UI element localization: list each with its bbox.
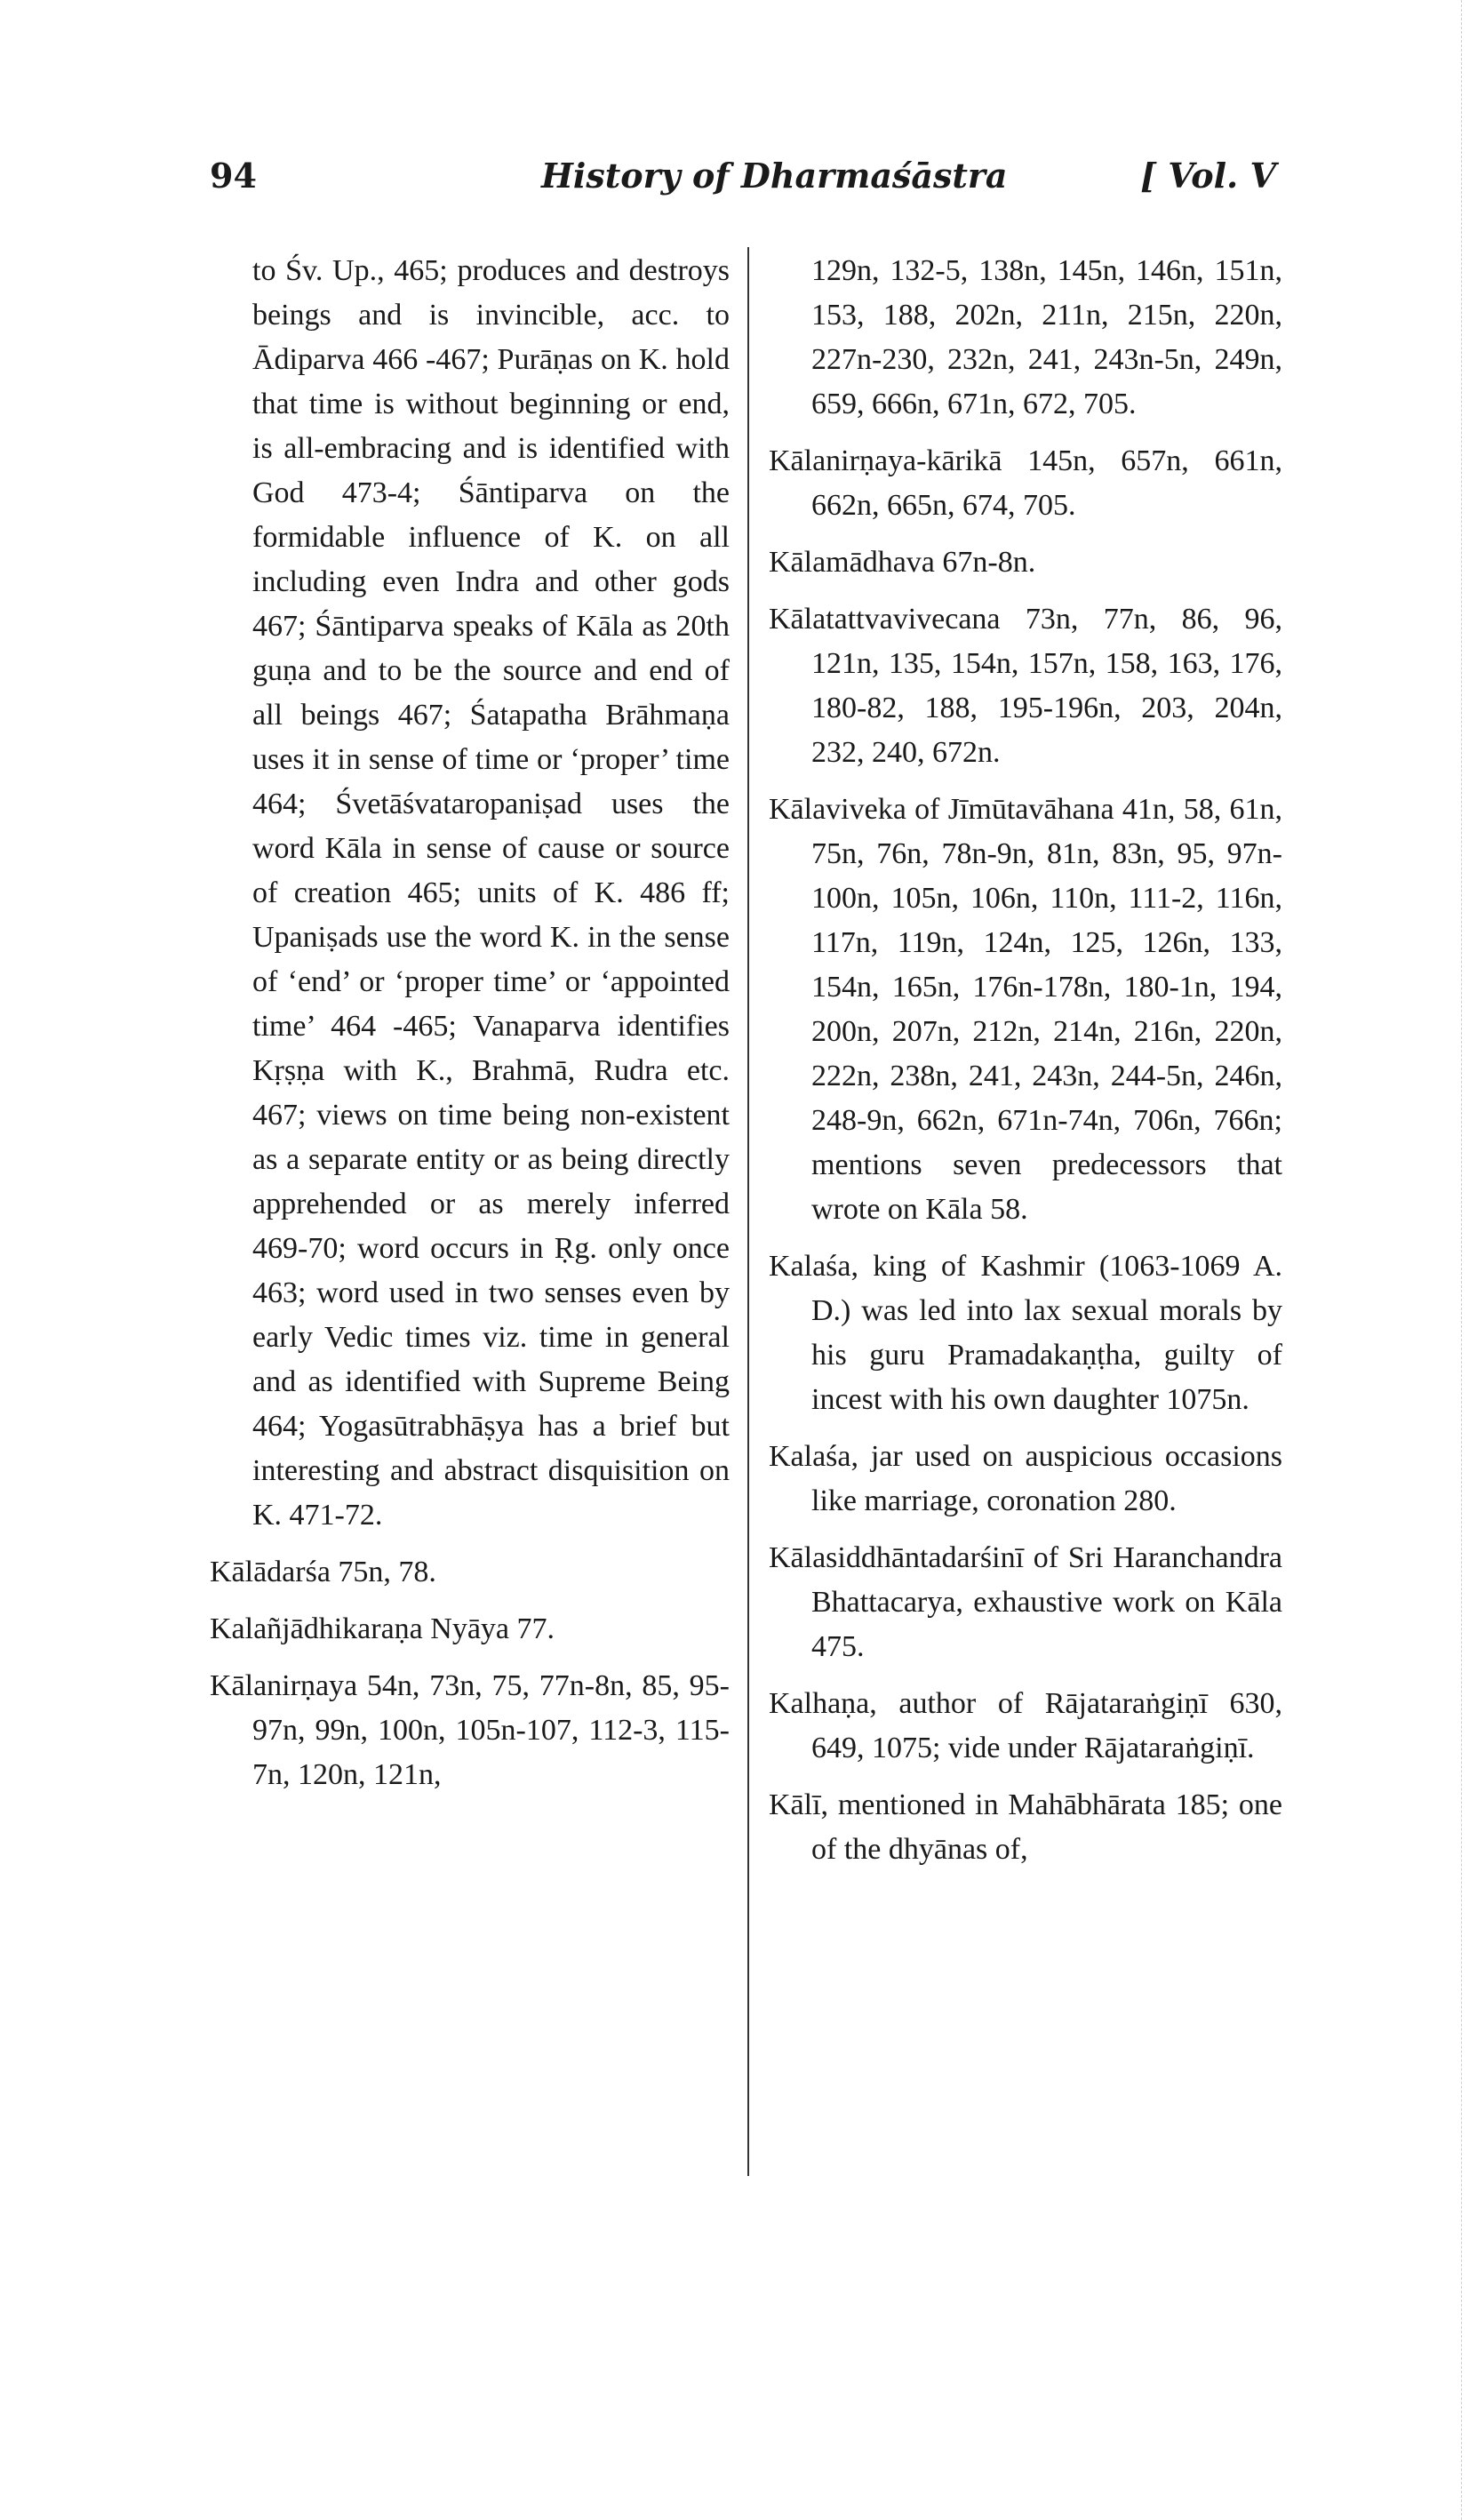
left-column: [210, 249, 730, 2351]
volume-label: [ Vol. V: [1140, 156, 1276, 196]
index-entry: Kalañjādhikaraṇa Nyāya 77.: [210, 1612, 555, 1645]
column-divider: [747, 247, 749, 2176]
page-edge-shadow: [1460, 0, 1462, 2520]
index-entry: Kalaśa, king of Kashmir (1063-1069 A. D.) was led into lax sexual morals by his guru Pramadakaṇṭha, guilty of incest with his own daughter 1075n.: [769, 1250, 1282, 1416]
running-header: [210, 156, 1276, 209]
index-entry: Kālanirṇaya-kārikā 145n, 657n, 661n, 662n, 665n, 674, 705.: [769, 444, 1282, 522]
index-entry: Kālasiddhāntadarśinī of Sri Haranchandra Bhattacarya, exhaustive work on Kāla 475.: [769, 1541, 1282, 1663]
index-entry: Kālādarśa 75n, 78.: [210, 1556, 436, 1588]
page-number: 94: [210, 156, 257, 196]
index-entry: Kālanirṇaya 54n, 73n, 75, 77n-8n, 85, 95-97n, 99n, 100n, 105n-107, 112-3, 115-7n, 120n, 121n,: [210, 1669, 730, 1791]
index-entry: Kālamādhava 67n-8n.: [769, 546, 1036, 579]
index-entry: Kālaviveka of Jīmūtavāhana 41n, 58, 61n, 75n, 76n, 78n-9n, 81n, 83n, 95, 97n-100n, 105n, 106n, 110n, 111-2, 116n, 117n, 119n, 124n, 125, 126n, 133, 154n, 165n, 176n-178n, 180-1n, 194, 200n, 207n, 212n, 214n, 216n, 220n, 222n, 238n, 241, 243n, 244-5n, 246n, 248-9n, 662n, 671n-74n, 706n, 766n; mentions seven predecessors that wrote on Kāla 58.: [769, 793, 1282, 1226]
index-entry: 129n, 132-5, 138n, 145n, 146n, 151n, 153, 188, 202n, 211n, 215n, 220n, 227n-230, 232n, 241, 243n-5n, 249n, 659, 666n, 671n, 672, 705.: [811, 254, 1282, 420]
book-title: History of Dharmaśāstra: [541, 156, 1008, 196]
index-entry: Kalaśa, jar used on auspicious occasions like marriage, coronation 280.: [769, 1440, 1282, 1517]
index-entry: Kālatattvavivecana 73n, 77n, 86, 96, 121n, 135, 154n, 157n, 158, 163, 176, 180-82, 188, 195-196n, 203, 204n, 232, 240, 672n.: [769, 603, 1282, 769]
index-entry: to Śv. Up., 465; produces and destroys beings and is invincible, acc. to Ādiparva 466 -467; Purāṇas on K. hold that time is without beginning or end, is all-embracing and is identified with God 473-4; Śāntiparva on the formidable influence of K. on all including even Indra and other gods 467; Śāntiparva speaks of Kāla as 20th guṇa and to be the source and end of all beings 467; Śatapatha Brāhmaṇa uses it in sense of time or ‘proper’ time 464; Śvetāśvataropaniṣad uses the word Kāla in sense of cause or source of creation 465; units of K. 486 ff; Upaniṣads use the word K. in the sense of ‘end’ or ‘proper time’ or ‘appointed time’ 464 -465; Vanaparva identifies Kṛṣṇa with K., Brahmā, Rudra etc. 467; views on time being non-existent as a separate entity or as being directly apprehended or as merely inferred 469-70; word occurs in Ṛg. only once 463; word used in two senses even by early Vedic times viz. time in general and as identified with Supreme Being 464; Yogasūtrabhāṣya has a brief but interesting and abstract disquisition on K. 471-72.: [252, 254, 730, 1532]
right-column: [769, 249, 1282, 2351]
index-entry: Kalhaṇa, author of Rājataraṅgiṇī 630, 649, 1075; vide under Rājataraṅgiṇī.: [769, 1687, 1282, 1764]
index-entry: Kālī, mentioned in Mahābhārata 185; one of the dhyānas of,: [769, 1788, 1282, 1866]
